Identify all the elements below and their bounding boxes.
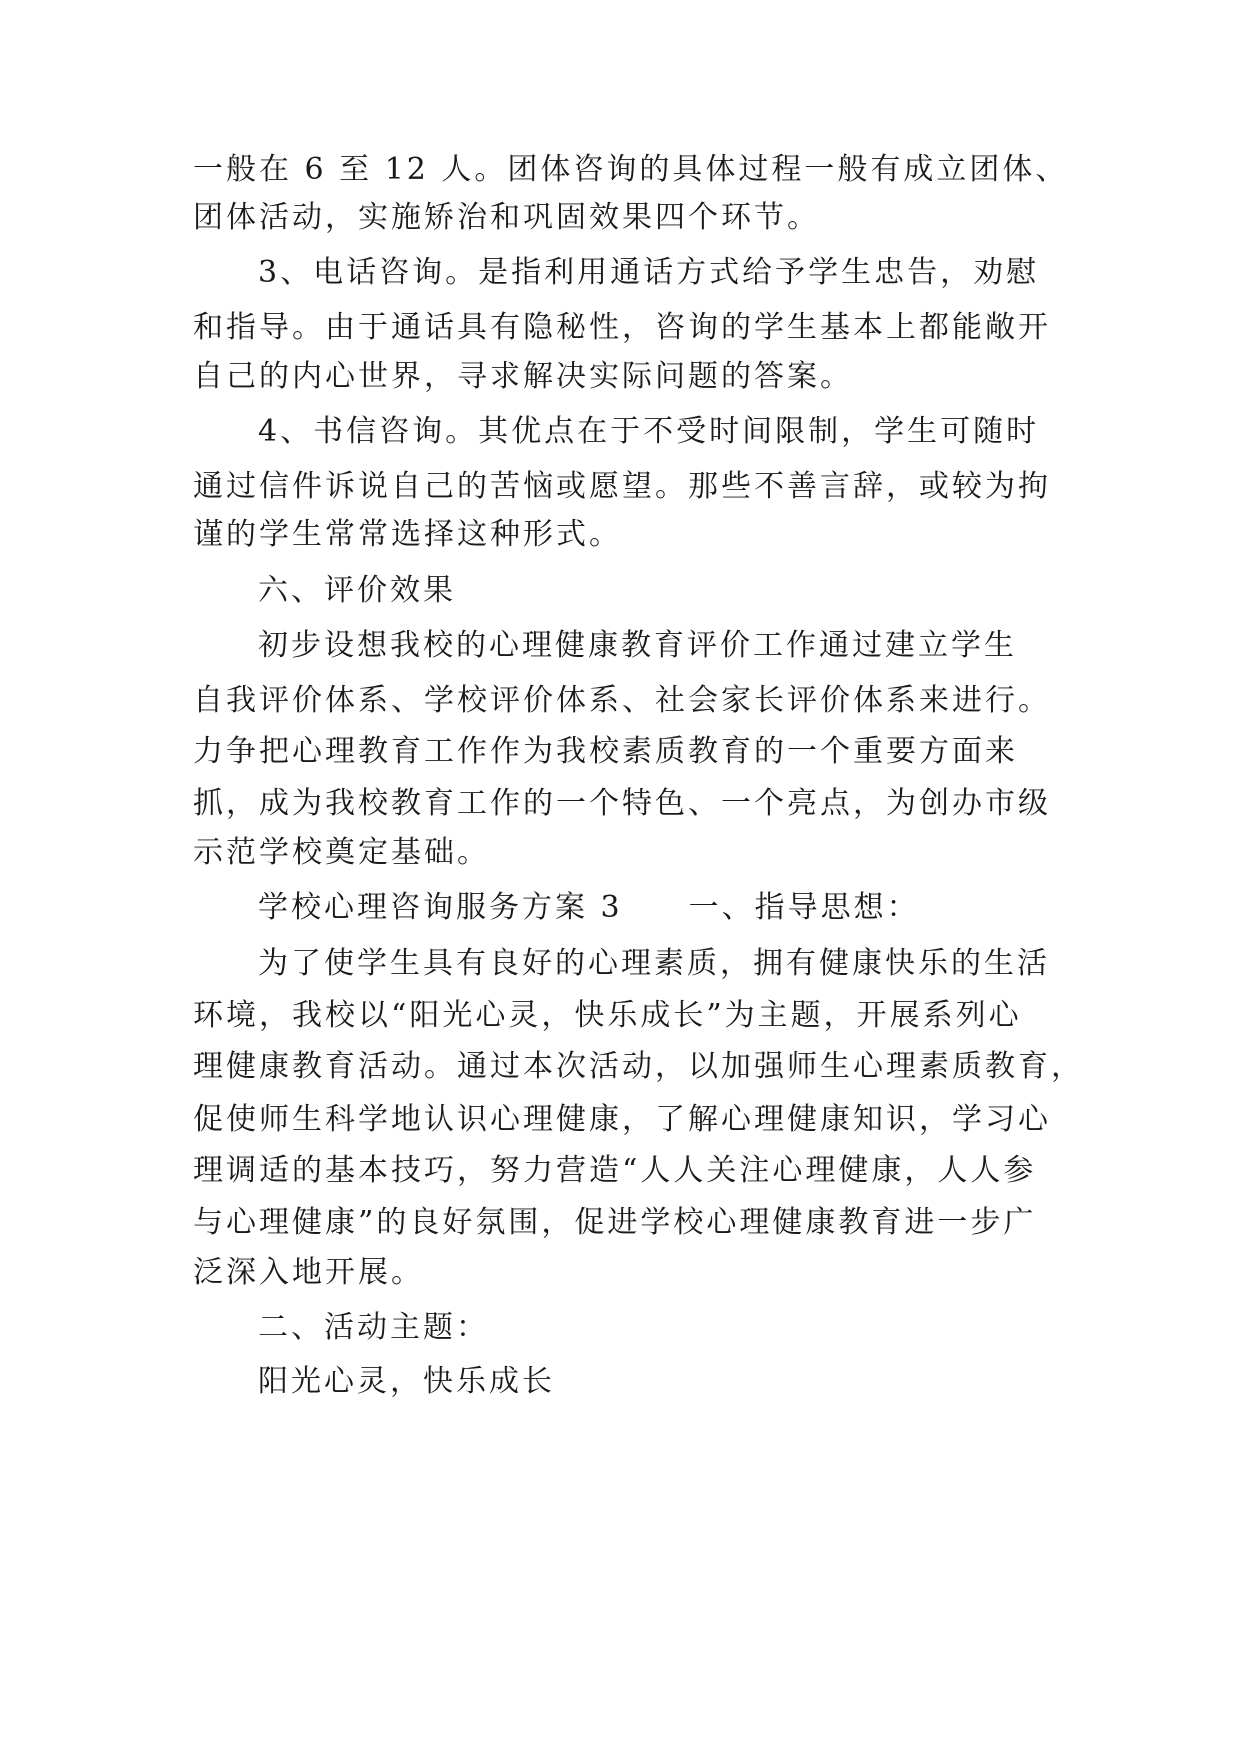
- paragraph-line: 3、电话咨询。是指利用通话方式给予学生忠告，劝慰: [258, 255, 1040, 290]
- section-heading: 六、评价效果: [258, 573, 456, 608]
- text-line: 抓，成为我校教育工作的一个特色、一个亮点，为创办市级: [193, 786, 1051, 821]
- text-line: 示范学校奠定基础。: [193, 835, 490, 870]
- text-line: 与心理健康”的良好氛围，促进学校心理健康教育进一步广: [193, 1205, 1037, 1240]
- text-line: 理健康教育活动。通过本次活动，以加强师生心理素质教育，: [193, 1049, 1084, 1084]
- text-line: 通过信件诉说自己的苦恼或愿望。那些不善言辞，或较为拘: [193, 469, 1051, 504]
- text-line: 自我评价体系、学校评价体系、社会家长评价体系来进行。: [193, 683, 1051, 718]
- section-heading: 二、活动主题：: [258, 1310, 489, 1345]
- paragraph-line: 初步设想我校的心理健康教育评价工作通过建立学生: [258, 628, 1017, 663]
- text-line: 和指导。由于通话具有隐秘性，咨询的学生基本上都能敞开: [193, 310, 1051, 345]
- paragraph-line: 4、书信咨询。其优点在于不受时间限制，学生可随时: [258, 414, 1040, 449]
- text-line: 团体活动，实施矫治和巩固效果四个环节。: [193, 200, 820, 235]
- text-line: 力争把心理教育工作作为我校素质教育的一个重要方面来: [193, 734, 1018, 769]
- text-line: 自己的内心世界，寻求解决实际问题的答案。: [193, 359, 853, 394]
- text-line: 泛深入地开展。: [193, 1255, 424, 1290]
- paragraph-line: 为了使学生具有良好的心理素质，拥有健康快乐的生活: [258, 946, 1050, 981]
- text-line: 一般在 6 至 12 人。团体咨询的具体过程一般有成立团体、: [193, 152, 1069, 187]
- section-heading: 学校心理咨询服务方案 3 一、指导思想：: [258, 890, 920, 925]
- text-line: 理调适的基本技巧，努力营造“人人关注心理健康，人人参: [193, 1153, 1037, 1188]
- text-line: 促使师生科学地认识心理健康，了解心理健康知识，学习心: [193, 1102, 1051, 1137]
- text-line: 环境，我校以“阳光心灵，快乐成长”为主题，开展系列心: [193, 998, 1022, 1033]
- paragraph-line: 阳光心灵，快乐成长: [258, 1364, 555, 1399]
- text-line: 谨的学生常常选择这种形式。: [193, 517, 622, 552]
